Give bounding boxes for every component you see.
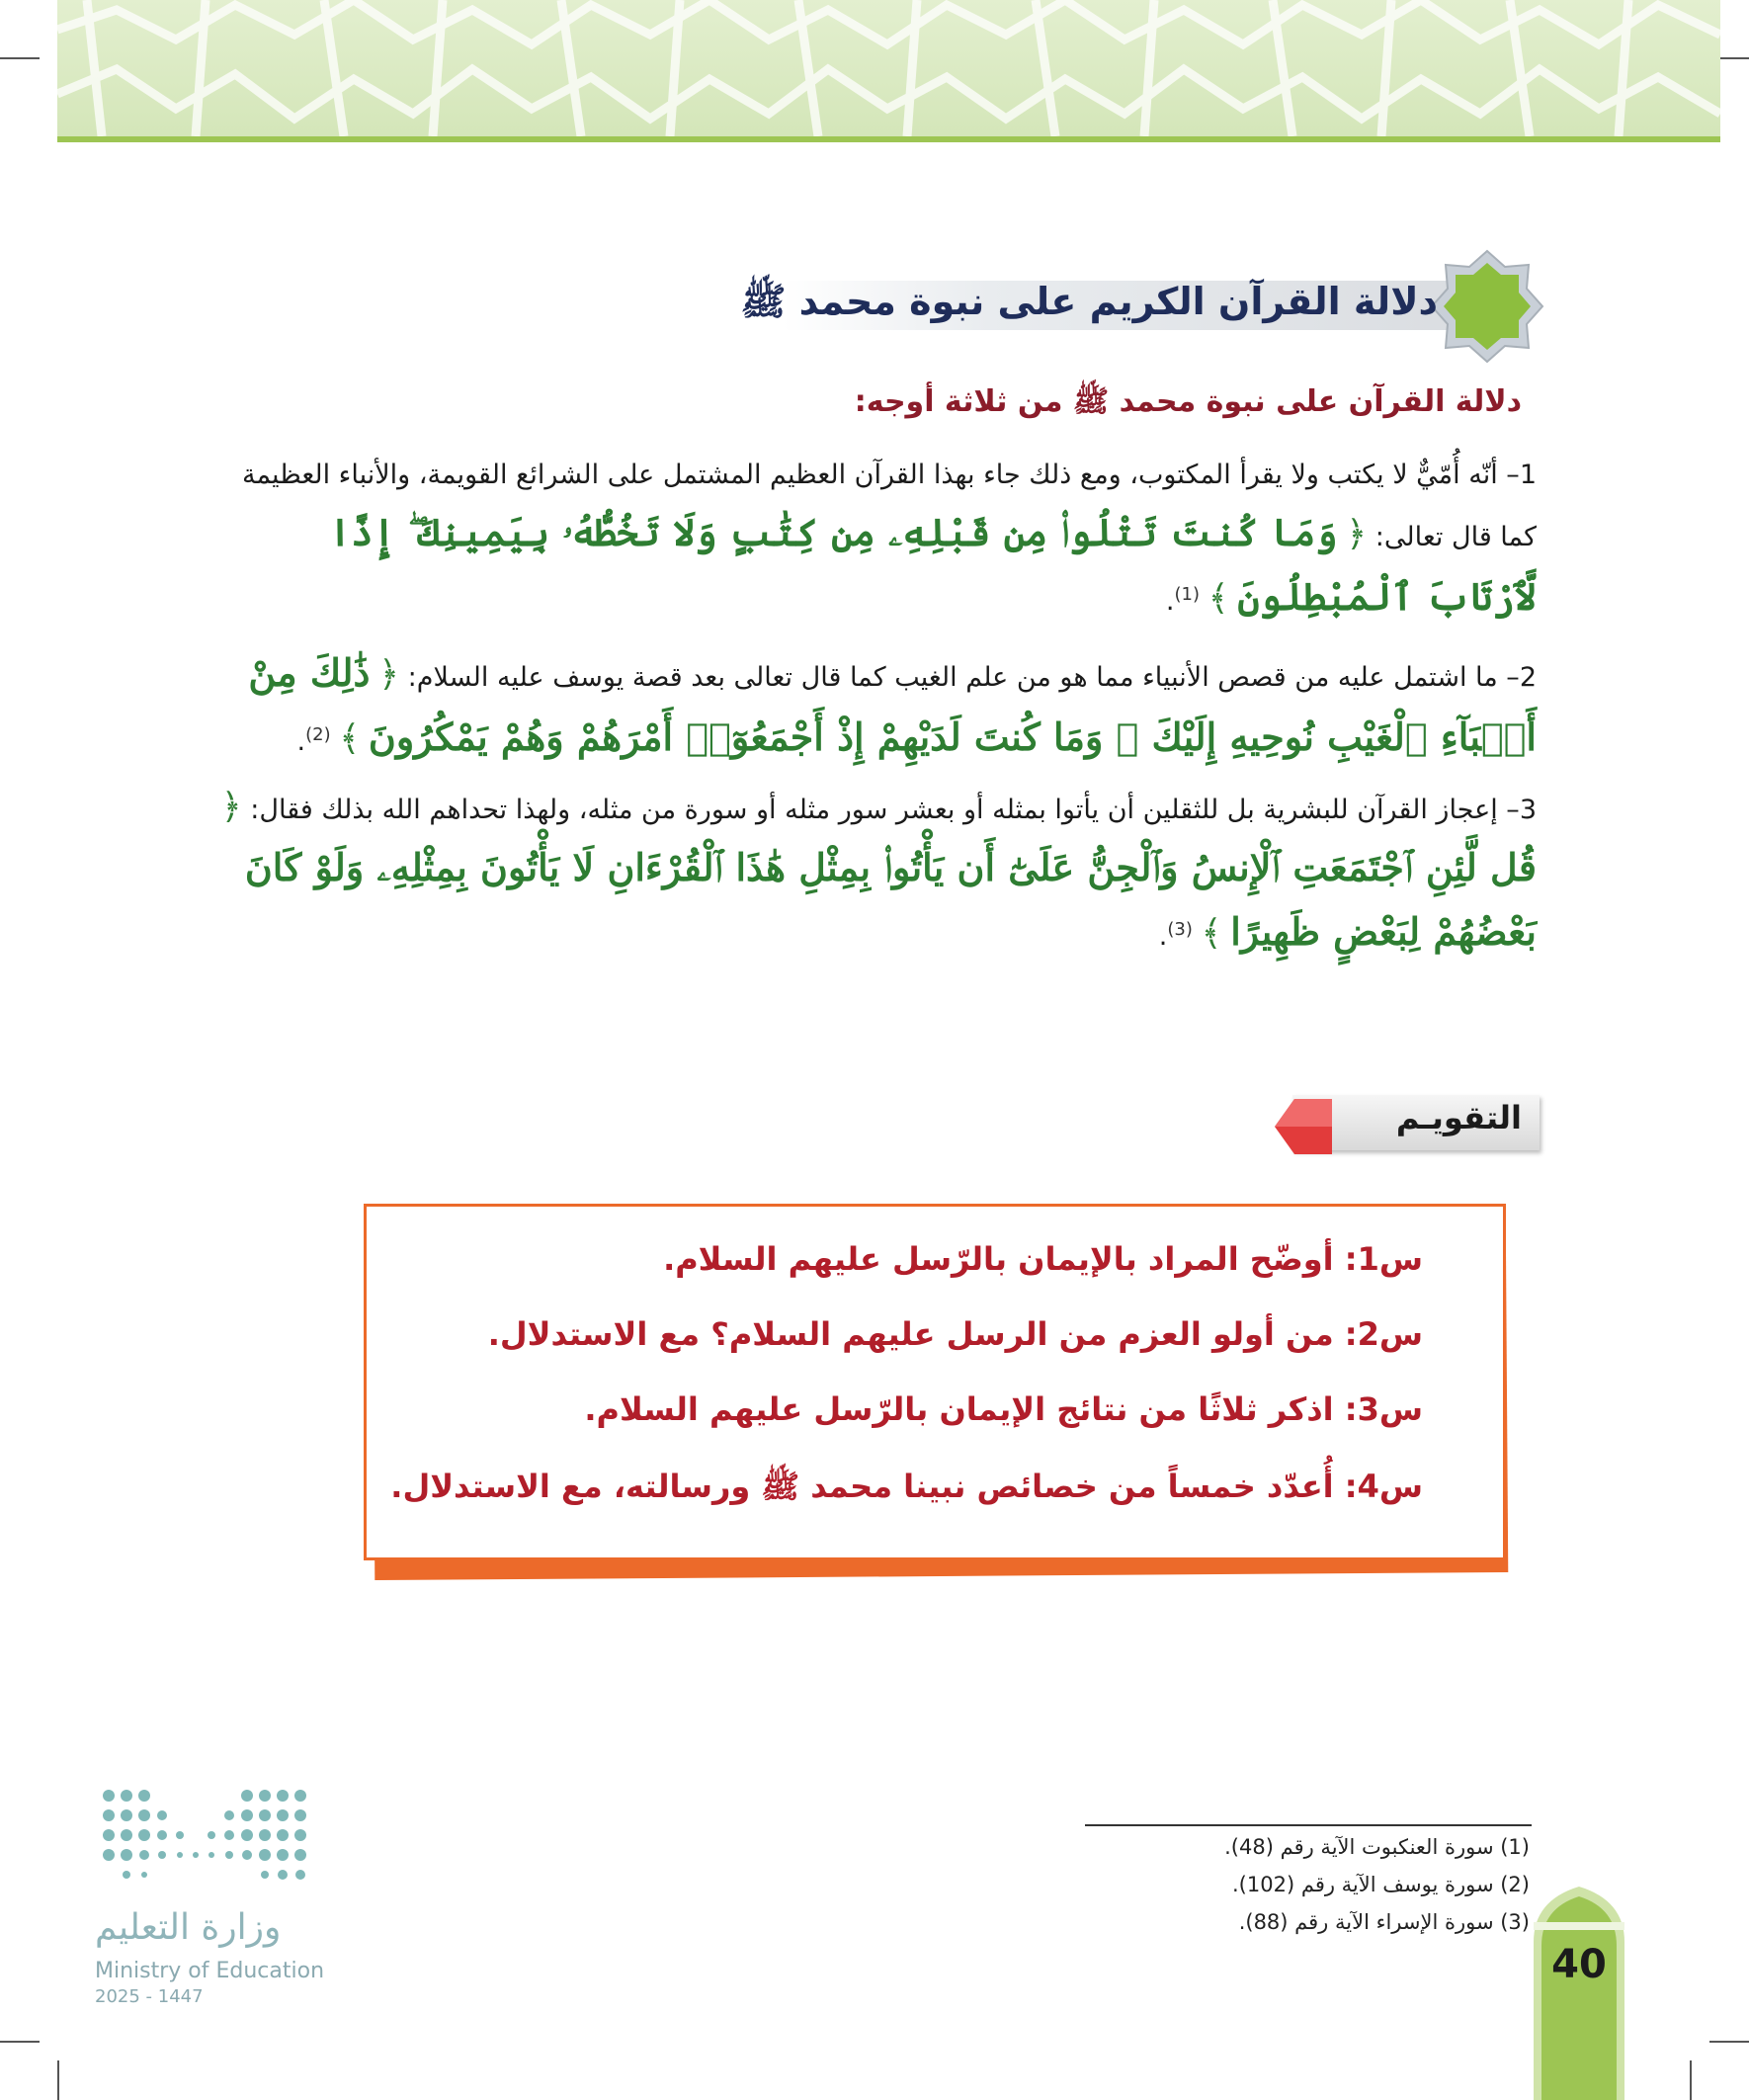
ornate-bracket-close: ﴾ [1208, 578, 1229, 619]
ministry-year: 2025 - 1447 [95, 1986, 204, 2007]
point-number: 3 [1519, 795, 1537, 825]
crop-mark [1709, 2041, 1749, 2043]
footnote-rule [1085, 1824, 1532, 1826]
evaluation-label: التقويـم [1395, 1099, 1522, 1136]
point-lead: – إعجاز القرآن للبشرية بل للثقلين أن يأتوا بمثله أو بعشر سور مثله أو سورة من مثله، ولهذا تحداهم الله بذلك فقال: [250, 795, 1520, 825]
star-pattern [57, 0, 1720, 136]
point-2: 2– ما اشتمل عليه من قصص الأنبياء مما هو من علم الغيب كما قال تعالى بعد قصة يوسف عليه السلام: ﴿ ذَٰلِكَ مِنْ أَنۢبَآءِ ٱلْغَيْبِ نُوحِيهِ إِلَيْكَ ۖ وَمَا كُنتَ لَدَيْهِمْ إِذْ أَجْمَعُوٓا۟ أَمْرَهُمْ وَهُمْ يَمْكُرُونَ ﴾ $^{(2)}$. [248, 650, 1537, 759]
point-1: 1– أنّه أُمّيٌّ لا يكتب ولا يقرأ المكتوب، ومع ذلك جاء بهذا القرآن العظيم المشتمل على الشرائع القويمة، والأنباء العظيمة كما قال تعالى: ﴿ وَمَا كُنتَ تَتْلُوا۟ مِن قَبْلِهِۦ مِن كِتَٰبٍ وَلَا تَخُطُّهُۥ بِيَمِينِكَ ۖ إِذًا لَّٱرْتَابَ ٱلْمُبْطِلُونَ ﴾ $^{(1)}$. [241, 460, 1537, 619]
ornate-bracket-open: ﴿ [1346, 514, 1368, 554]
footnote-2: (2) سورة يوسف الآية رقم (102). [1232, 1873, 1530, 1896]
question-1: س1: أوضّح المراد بالإيمان بالرّسل عليهم السلام. [663, 1240, 1423, 1278]
quran-verse: وَمَا كُنتَ تَتْلُوا۟ مِن قَبْلِهِۦ مِن كِتَٰبٍ وَلَا تَخُطُّهُۥ بِيَمِينِكَ ۖ إِذًا لَّٱرْتَابَ ٱلْمُبْطِلُونَ [328, 510, 1537, 619]
quran-verse: قُل لَّئِنِ ٱجْتَمَعَتِ ٱلْإِنسُ وَٱلْجِنُّ عَلَىٰٓ أَن يَأْتُوا۟ بِمِثْلِ هَٰذَا ٱلْقُرْءَانِ لَا يَأْتُونَ بِمِثْلِهِۦ وَلَوْ كَانَ بَعْضُهُمْ لِبَعْضٍ ظَهِيرًا [244, 845, 1537, 954]
ornate-bracket-close: ﴾ [1201, 913, 1222, 954]
ministry-name-arabic: وزارة التعليم [95, 1907, 282, 1948]
ornate-bracket-open: ﴿ [377, 654, 400, 695]
point-lead: – أنّه أُمّيٌّ لا يكتب ولا يقرأ المكتوب، ومع ذلك جاء بهذا القرآن العظيم المشتمل على الشرائع القويمة، والأنباء العظيمة كما قال تعالى: [241, 460, 1537, 552]
page-number: 40 [1551, 1942, 1607, 1987]
question-3: س3: اذكر ثلاثًا من نتائج الإيمان بالرّسل عليهم السلام. [584, 1390, 1423, 1428]
octagon-star-icon [1428, 247, 1546, 366]
sub-heading: دلالة القرآن على نبوة محمد ﷺ من ثلاثة أوجه: [854, 384, 1522, 419]
question-2: س2: من أولو العزم من الرسل عليهم السلام؟ مع الاستدلال. [487, 1315, 1423, 1353]
red-arrow-icon [1273, 1097, 1332, 1156]
header-pattern-band [57, 0, 1720, 136]
footnote-ref: (1) [1174, 584, 1201, 605]
crop-mark [1690, 2060, 1692, 2100]
page-number-tab [1530, 1883, 1628, 2100]
crop-mark [0, 2041, 40, 2043]
quran-verse: ذَٰلِكَ مِنْ أَنۢبَآءِ ٱلْغَيْبِ نُوحِيهِ إِلَيْكَ ۖ وَمَا كُنتَ لَدَيْهِمْ إِذْ أَجْمَعُوٓا۟ أَمْرَهُمْ وَهُمْ يَمْكُرُونَ [248, 650, 1537, 759]
question-4: س4: أُعدّد خمساً من خصائص نبينا محمد ﷺ ورسالته، مع الاستدلال. [390, 1468, 1423, 1505]
footnote-ref: (3) [1167, 919, 1193, 940]
point-3: 3– إعجاز القرآن للبشرية بل للثقلين أن يأتوا بمثله أو بعشر سور مثله أو سورة من مثله، ولهذا تحداهم الله بذلك فقال: ﴿ قُل لَّئِنِ ٱجْتَمَعَتِ ٱلْإِنسُ وَٱلْجِنُّ عَلَىٰٓ أَن يَأْتُوا۟ بِمِثْلِ هَٰذَا ٱلْقُرْءَانِ لَا يَأْتُونَ بِمِثْلِهِۦ وَلَوْ كَانَ بَعْضُهُمْ لِبَعْضٍ ظَهِيرًا ﴾ $^{(3)}$. [220, 787, 1537, 954]
header-underline [57, 136, 1720, 142]
ministry-logo-dots-icon [99, 1784, 311, 1902]
ministry-name-english: Ministry of Education [95, 1959, 325, 1983]
crop-mark [57, 2060, 59, 2100]
crop-mark [0, 57, 40, 59]
point-number: 2 [1519, 662, 1537, 693]
point-number: 1 [1519, 460, 1537, 490]
ornate-bracket-open: ﴿ [220, 787, 242, 827]
point-lead: – ما اشتمل عليه من قصص الأنبياء مما هو من علم الغيب كما قال تعالى بعد قصة يوسف عليه السلام: [407, 662, 1520, 693]
ornate-bracket-close: ﴾ [339, 718, 361, 759]
section-title: دلالة القرآن الكريم على نبوة محمد ﷺ [740, 280, 1438, 323]
footnote-ref: (2) [305, 724, 331, 745]
footnote-3: (3) سورة الإسراء الآية رقم (88). [1238, 1910, 1530, 1934]
footnote-1: (1) سورة العنكبوت الآية رقم (48). [1224, 1835, 1530, 1859]
